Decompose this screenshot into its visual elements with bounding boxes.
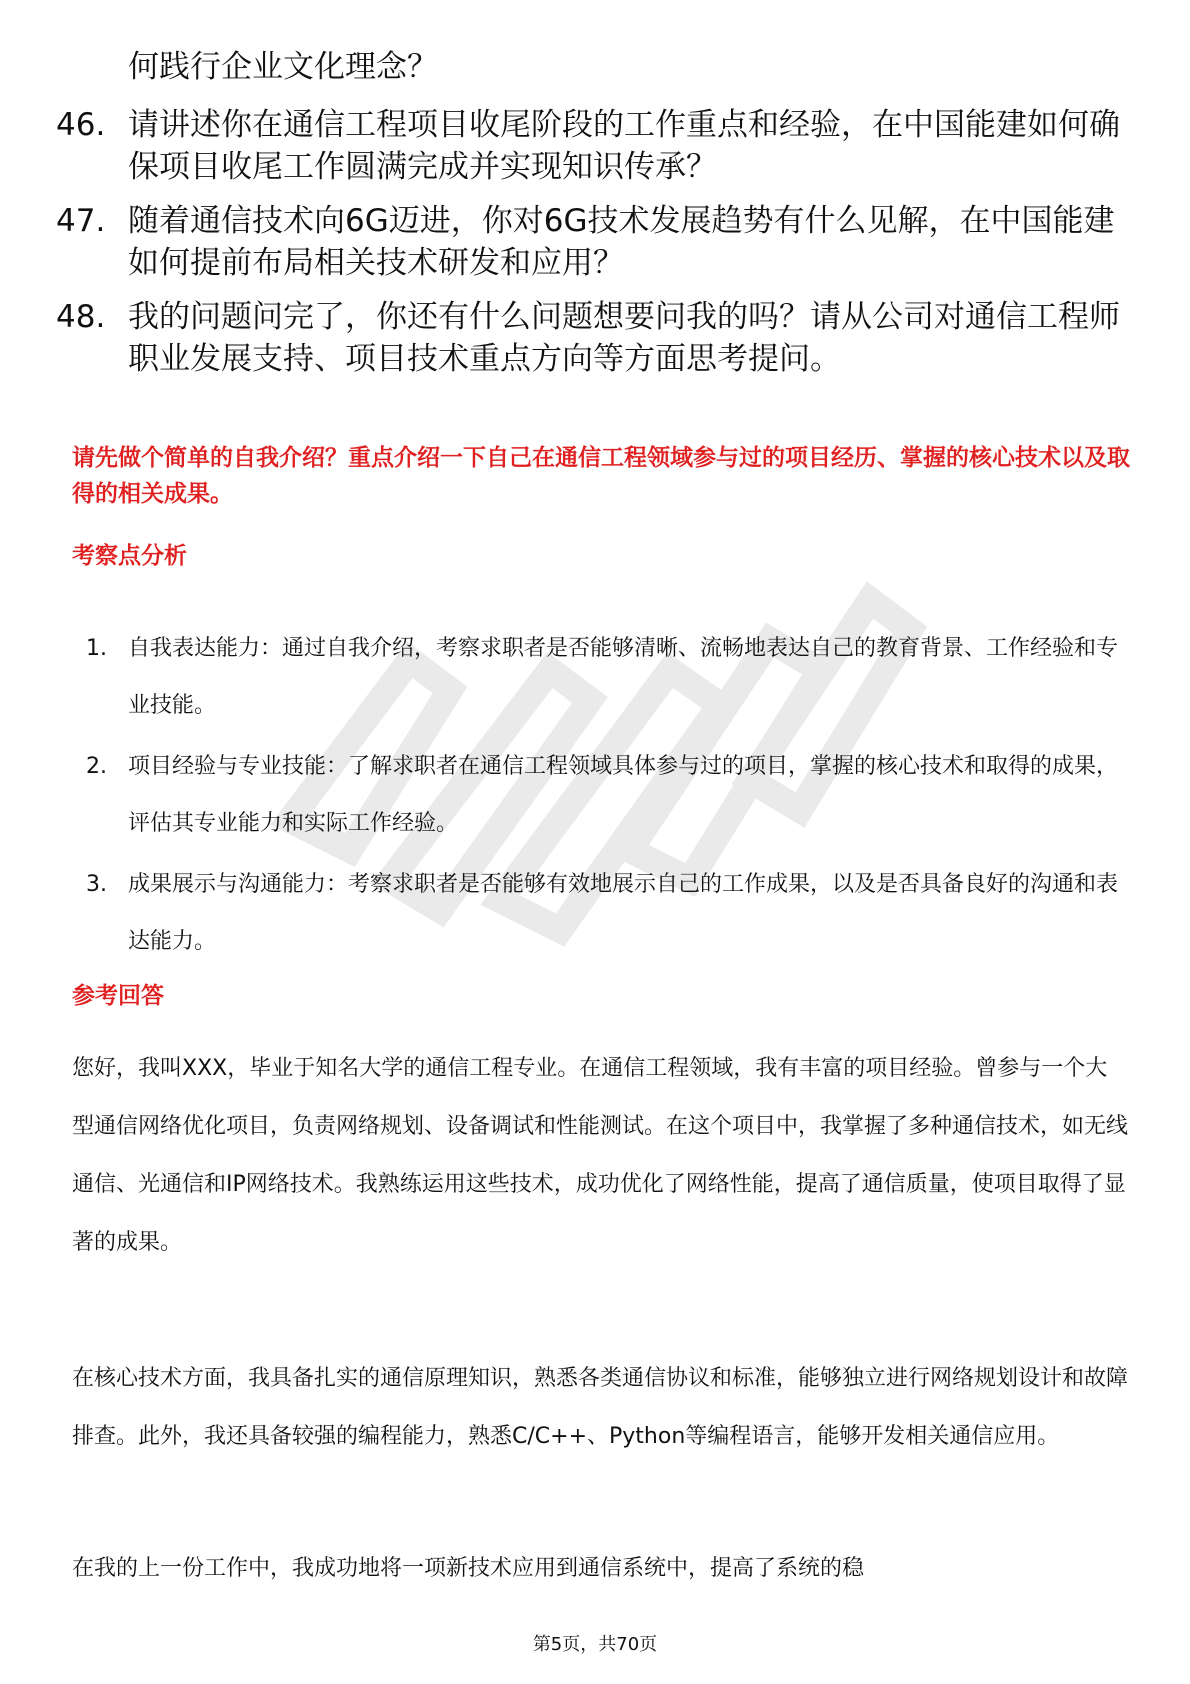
featured-question: 请先做个简单的自我介绍？重点介绍一下自己在通信工程领域参与过的项目经历、掌握的核心技术以及取得的相关成果。: [72, 445, 1130, 507]
question-item: [56, 296, 1136, 380]
page-footer: 第5页，共70页: [532, 1634, 658, 1655]
question-number: 46.: [56, 107, 106, 143]
analysis-number: 3.: [86, 872, 107, 897]
analysis-text: 自我表达能力：通过自我介绍，考察求职者是否能够清晰、流畅地表达自己的教育背景、工作经验和专业技能。: [128, 636, 1119, 718]
analysis-text: 项目经验与专业技能：了解求职者在通信工程领域具体参与过的项目，掌握的核心技术和取得的成果，评估其专业能力和实际工作经验。: [128, 754, 1119, 836]
analysis-number: 2.: [86, 754, 107, 779]
answer-paragraph: 您好，我叫XXX，毕业于知名大学的通信工程专业。在通信工程领域，我有丰富的项目经验。曾参与一个大型通信网络优化项目，负责网络规划、设备调试和性能测试。在这个项目中，我掌握了多种通信技术，如无线通信、光通信和IP网络技术。我熟练运用这些技术，成功优化了网络性能，提高了通信质量，使项目取得了显著的成果。: [72, 1056, 1129, 1255]
continuation-line: 何践行企业文化理念？: [128, 49, 438, 85]
question-text: 随着通信技术向6G迈进，你对6G技术发展趋势有什么见解，在中国能建如何提前布局相关技术研发和应用？: [128, 203, 1115, 281]
analysis-item: [86, 856, 1136, 970]
analysis-number: 1.: [86, 636, 107, 661]
analysis-text: 成果展示与沟通能力：考察求职者是否能够有效地展示自己的工作成果，以及是否具备良好的沟通和表达能力。: [128, 872, 1119, 954]
question-item: [56, 104, 1136, 188]
question-text: 我的问题问完了，你还有什么问题想要问我的吗？请从公司对通信工程师职业发展支持、项目技术重点方向等方面思考提问。: [128, 299, 1120, 377]
answer-paragraph: 在核心技术方面，我具备扎实的通信原理知识，熟悉各类通信协议和标准，能够独立进行网络规划设计和故障排查。此外，我还具备较强的编程能力，熟悉C/C++、Python等编程语言，能够开发相关通信应用。: [72, 1366, 1129, 1449]
answer-paragraph: 在我的上一份工作中，我成功地将一项新技术应用到通信系统中，提高了系统的稳: [72, 1556, 865, 1581]
analysis-item: [86, 620, 1136, 734]
answer-heading: 参考回答: [72, 983, 164, 1009]
question-number: 48.: [56, 299, 106, 335]
question-text: 请讲述你在通信工程项目收尾阶段的工作重点和经验，在中国能建如何确保项目收尾工作圆满完成并实现知识传承？: [128, 107, 1120, 185]
analysis-heading: 考察点分析: [72, 543, 187, 569]
analysis-item: [86, 738, 1136, 852]
question-item: [56, 200, 1136, 284]
question-number: 47.: [56, 203, 106, 239]
